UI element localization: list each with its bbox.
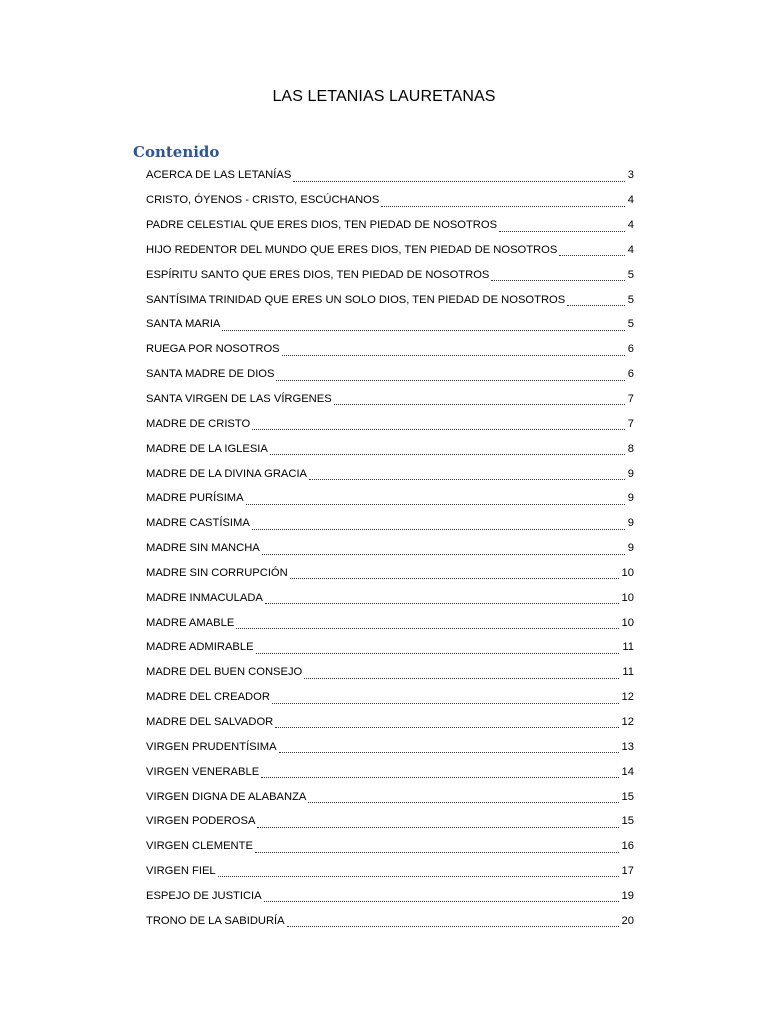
toc-entry[interactable]	[146, 660, 634, 685]
toc-entry[interactable]	[146, 585, 634, 610]
toc-entry[interactable]	[146, 759, 634, 784]
toc-entry[interactable]	[146, 908, 634, 933]
toc-entry-page-number: 9	[627, 542, 634, 555]
toc-entry-label: MADRE SIN CORRUPCIÓN	[146, 566, 288, 579]
toc-entry-label: TRONO DE LA SABIDURÍA	[146, 914, 285, 927]
toc-dot-leader	[308, 791, 618, 803]
toc-entry-page-number: 10	[621, 591, 634, 604]
toc-entry-label: ACERCA DE LAS LETANÍAS	[146, 169, 292, 182]
toc-entry-page-number: 6	[627, 343, 634, 356]
toc-dot-leader	[334, 393, 625, 405]
toc-entry[interactable]	[146, 536, 634, 561]
toc-entry-page-number: 11	[622, 666, 634, 679]
toc-dot-leader	[265, 592, 619, 604]
toc-entry-page-number: 10	[621, 616, 634, 629]
toc-dot-leader	[252, 418, 625, 430]
toc-entry-label: SANTA MARIA	[146, 318, 221, 331]
toc-entry-label: MADRE CASTÍSIMA	[146, 517, 250, 530]
toc-entry[interactable]	[146, 312, 634, 337]
toc-entry-label: VIRGEN PRUDENTÍSIMA	[146, 740, 277, 753]
document-title: LAS LETANIAS LAURETANAS	[272, 88, 496, 105]
toc-entry-label: VIRGEN PODEROSA	[146, 815, 256, 828]
toc-entry[interactable]	[146, 809, 634, 834]
toc-dot-leader	[567, 294, 625, 306]
toc-entry-label: MADRE DE LA DIVINA GRACIA	[146, 467, 308, 480]
toc-entry[interactable]	[146, 685, 634, 710]
toc-dot-leader	[222, 319, 624, 331]
toc-entry[interactable]	[146, 511, 634, 536]
toc-entry[interactable]	[146, 561, 634, 586]
toc-entry-label: MADRE SIN MANCHA	[146, 542, 260, 555]
toc-entry-page-number: 9	[627, 492, 634, 505]
toc-dot-leader	[381, 195, 624, 207]
toc-dot-leader	[309, 468, 625, 480]
toc-dot-leader	[275, 716, 618, 728]
toc-entry-page-number: 4	[627, 219, 634, 232]
toc-entry-label: ESPEJO DE JUSTICIA	[146, 889, 262, 902]
toc-entry[interactable]	[146, 188, 634, 213]
toc-dot-leader	[559, 244, 624, 256]
toc-dot-leader	[264, 890, 619, 902]
toc-entry-page-number: 19	[621, 889, 634, 902]
toc-entry-label: MADRE ADMIRABLE	[146, 641, 254, 654]
toc-entry-label: MADRE DE LA IGLESIA	[146, 442, 268, 455]
toc-entry-label: MADRE DEL SALVADOR	[146, 715, 274, 728]
toc-entry[interactable]	[146, 411, 634, 436]
toc-dot-leader	[236, 617, 618, 629]
toc-entry-label: MADRE DEL BUEN CONSEJO	[146, 666, 303, 679]
toc-entry-page-number: 20	[621, 914, 634, 927]
toc-entry-label: HIJO REDENTOR DEL MUNDO QUE ERES DIOS, TEN PIEDAD DE NOSOTROS	[146, 243, 558, 256]
toc-entry-page-number: 15	[621, 815, 634, 828]
toc-entry-page-number: 7	[627, 417, 634, 430]
toc-entry-page-number: 9	[627, 517, 634, 530]
toc-entry-page-number: 6	[627, 368, 634, 381]
toc-entry-page-number: 5	[627, 268, 634, 281]
toc-entry[interactable]	[146, 784, 634, 809]
toc-dot-leader	[491, 269, 624, 281]
toc-dot-leader	[270, 443, 625, 455]
toc-entry-page-number: 11	[622, 641, 634, 654]
toc-entry-label: MADRE DEL CREADOR	[146, 691, 270, 704]
toc-entry-label: CRISTO, ÓYENOS - CRISTO, ESCÚCHANOS	[146, 194, 380, 207]
toc-entry[interactable]	[146, 834, 634, 859]
toc-entry[interactable]	[146, 337, 634, 362]
toc-entry-label: VIRGEN CLEMENTE	[146, 840, 253, 853]
toc-entry-label: VIRGEN FIEL	[146, 865, 216, 878]
toc-entry[interactable]	[146, 635, 634, 660]
toc-entry-page-number: 10	[621, 566, 634, 579]
toc-entry[interactable]	[146, 362, 634, 387]
toc-entry[interactable]	[146, 387, 634, 412]
toc-entry-page-number: 12	[621, 715, 634, 728]
toc-dot-leader	[304, 667, 619, 679]
toc-dot-leader	[257, 816, 618, 828]
toc-dot-leader	[276, 369, 624, 381]
toc-entry-label: VIRGEN DIGNA DE ALABANZA	[146, 790, 307, 803]
toc-dot-leader	[252, 518, 625, 530]
toc-dot-leader	[255, 841, 619, 853]
toc-dot-leader	[272, 692, 619, 704]
toc-dot-leader	[279, 741, 619, 753]
toc-entry[interactable]	[146, 486, 634, 511]
toc-entry[interactable]	[146, 710, 634, 735]
toc-entry-label: SANTA MADRE DE DIOS	[146, 368, 275, 381]
toc-entry[interactable]	[146, 859, 634, 884]
toc-entry[interactable]	[146, 610, 634, 635]
toc-entry[interactable]	[146, 883, 634, 908]
toc-entry[interactable]	[146, 238, 634, 263]
toc-entry-page-number: 8	[627, 442, 634, 455]
toc-entry-page-number: 5	[627, 318, 634, 331]
toc-dot-leader	[282, 344, 625, 356]
toc-dot-leader	[246, 493, 625, 505]
toc-entry-page-number: 12	[621, 691, 634, 704]
toc-entry-page-number: 16	[621, 840, 634, 853]
toc-entry-label: ESPÍRITU SANTO QUE ERES DIOS, TEN PIEDAD DE NOSOTROS	[146, 268, 490, 281]
toc-entry-label: SANTÍSIMA TRINIDAD QUE ERES UN SOLO DIOS, TEN PIEDAD DE NOSOTROS	[146, 293, 566, 306]
toc-entry-page-number: 15	[621, 790, 634, 803]
toc-dot-leader	[256, 642, 620, 654]
table-of-contents	[146, 163, 634, 933]
toc-entry-page-number: 13	[621, 740, 634, 753]
toc-entry[interactable]	[146, 213, 634, 238]
toc-dot-leader	[287, 915, 619, 927]
toc-entry-page-number: 7	[627, 393, 634, 406]
toc-entry-page-number: 3	[627, 169, 634, 182]
toc-dot-leader	[261, 766, 618, 778]
toc-entry[interactable]	[146, 262, 634, 287]
toc-dot-leader	[499, 220, 625, 232]
toc-entry[interactable]	[146, 436, 634, 461]
toc-entry-label: MADRE PURÍSIMA	[146, 492, 244, 505]
toc-dot-leader	[262, 543, 625, 555]
toc-entry[interactable]	[146, 163, 634, 188]
toc-heading: Contenido	[133, 143, 220, 161]
toc-entry-label: RUEGA POR NOSOTROS	[146, 343, 280, 356]
toc-entry-label: MADRE INMACULADA	[146, 591, 263, 604]
toc-entry-label: VIRGEN VENERABLE	[146, 765, 260, 778]
toc-entry-label: PADRE CELESTIAL QUE ERES DIOS, TEN PIEDAD DE NOSOTROS	[146, 219, 498, 232]
toc-entry[interactable]	[146, 461, 634, 486]
toc-entry-label: MADRE DE CRISTO	[146, 417, 251, 430]
toc-entry-page-number: 4	[627, 194, 634, 207]
toc-dot-leader	[218, 865, 619, 877]
toc-entry-page-number: 5	[627, 293, 634, 306]
toc-entry-page-number: 9	[627, 467, 634, 480]
toc-entry-page-number: 17	[621, 865, 634, 878]
toc-dot-leader	[293, 170, 624, 182]
toc-entry-label: SANTA VIRGEN DE LAS VÍRGENES	[146, 393, 332, 406]
toc-entry-page-number: 4	[627, 243, 634, 256]
toc-entry[interactable]	[146, 734, 634, 759]
toc-entry[interactable]	[146, 287, 634, 312]
toc-entry-label: MADRE AMABLE	[146, 616, 235, 629]
toc-dot-leader	[290, 567, 619, 579]
toc-entry-page-number: 14	[621, 765, 634, 778]
